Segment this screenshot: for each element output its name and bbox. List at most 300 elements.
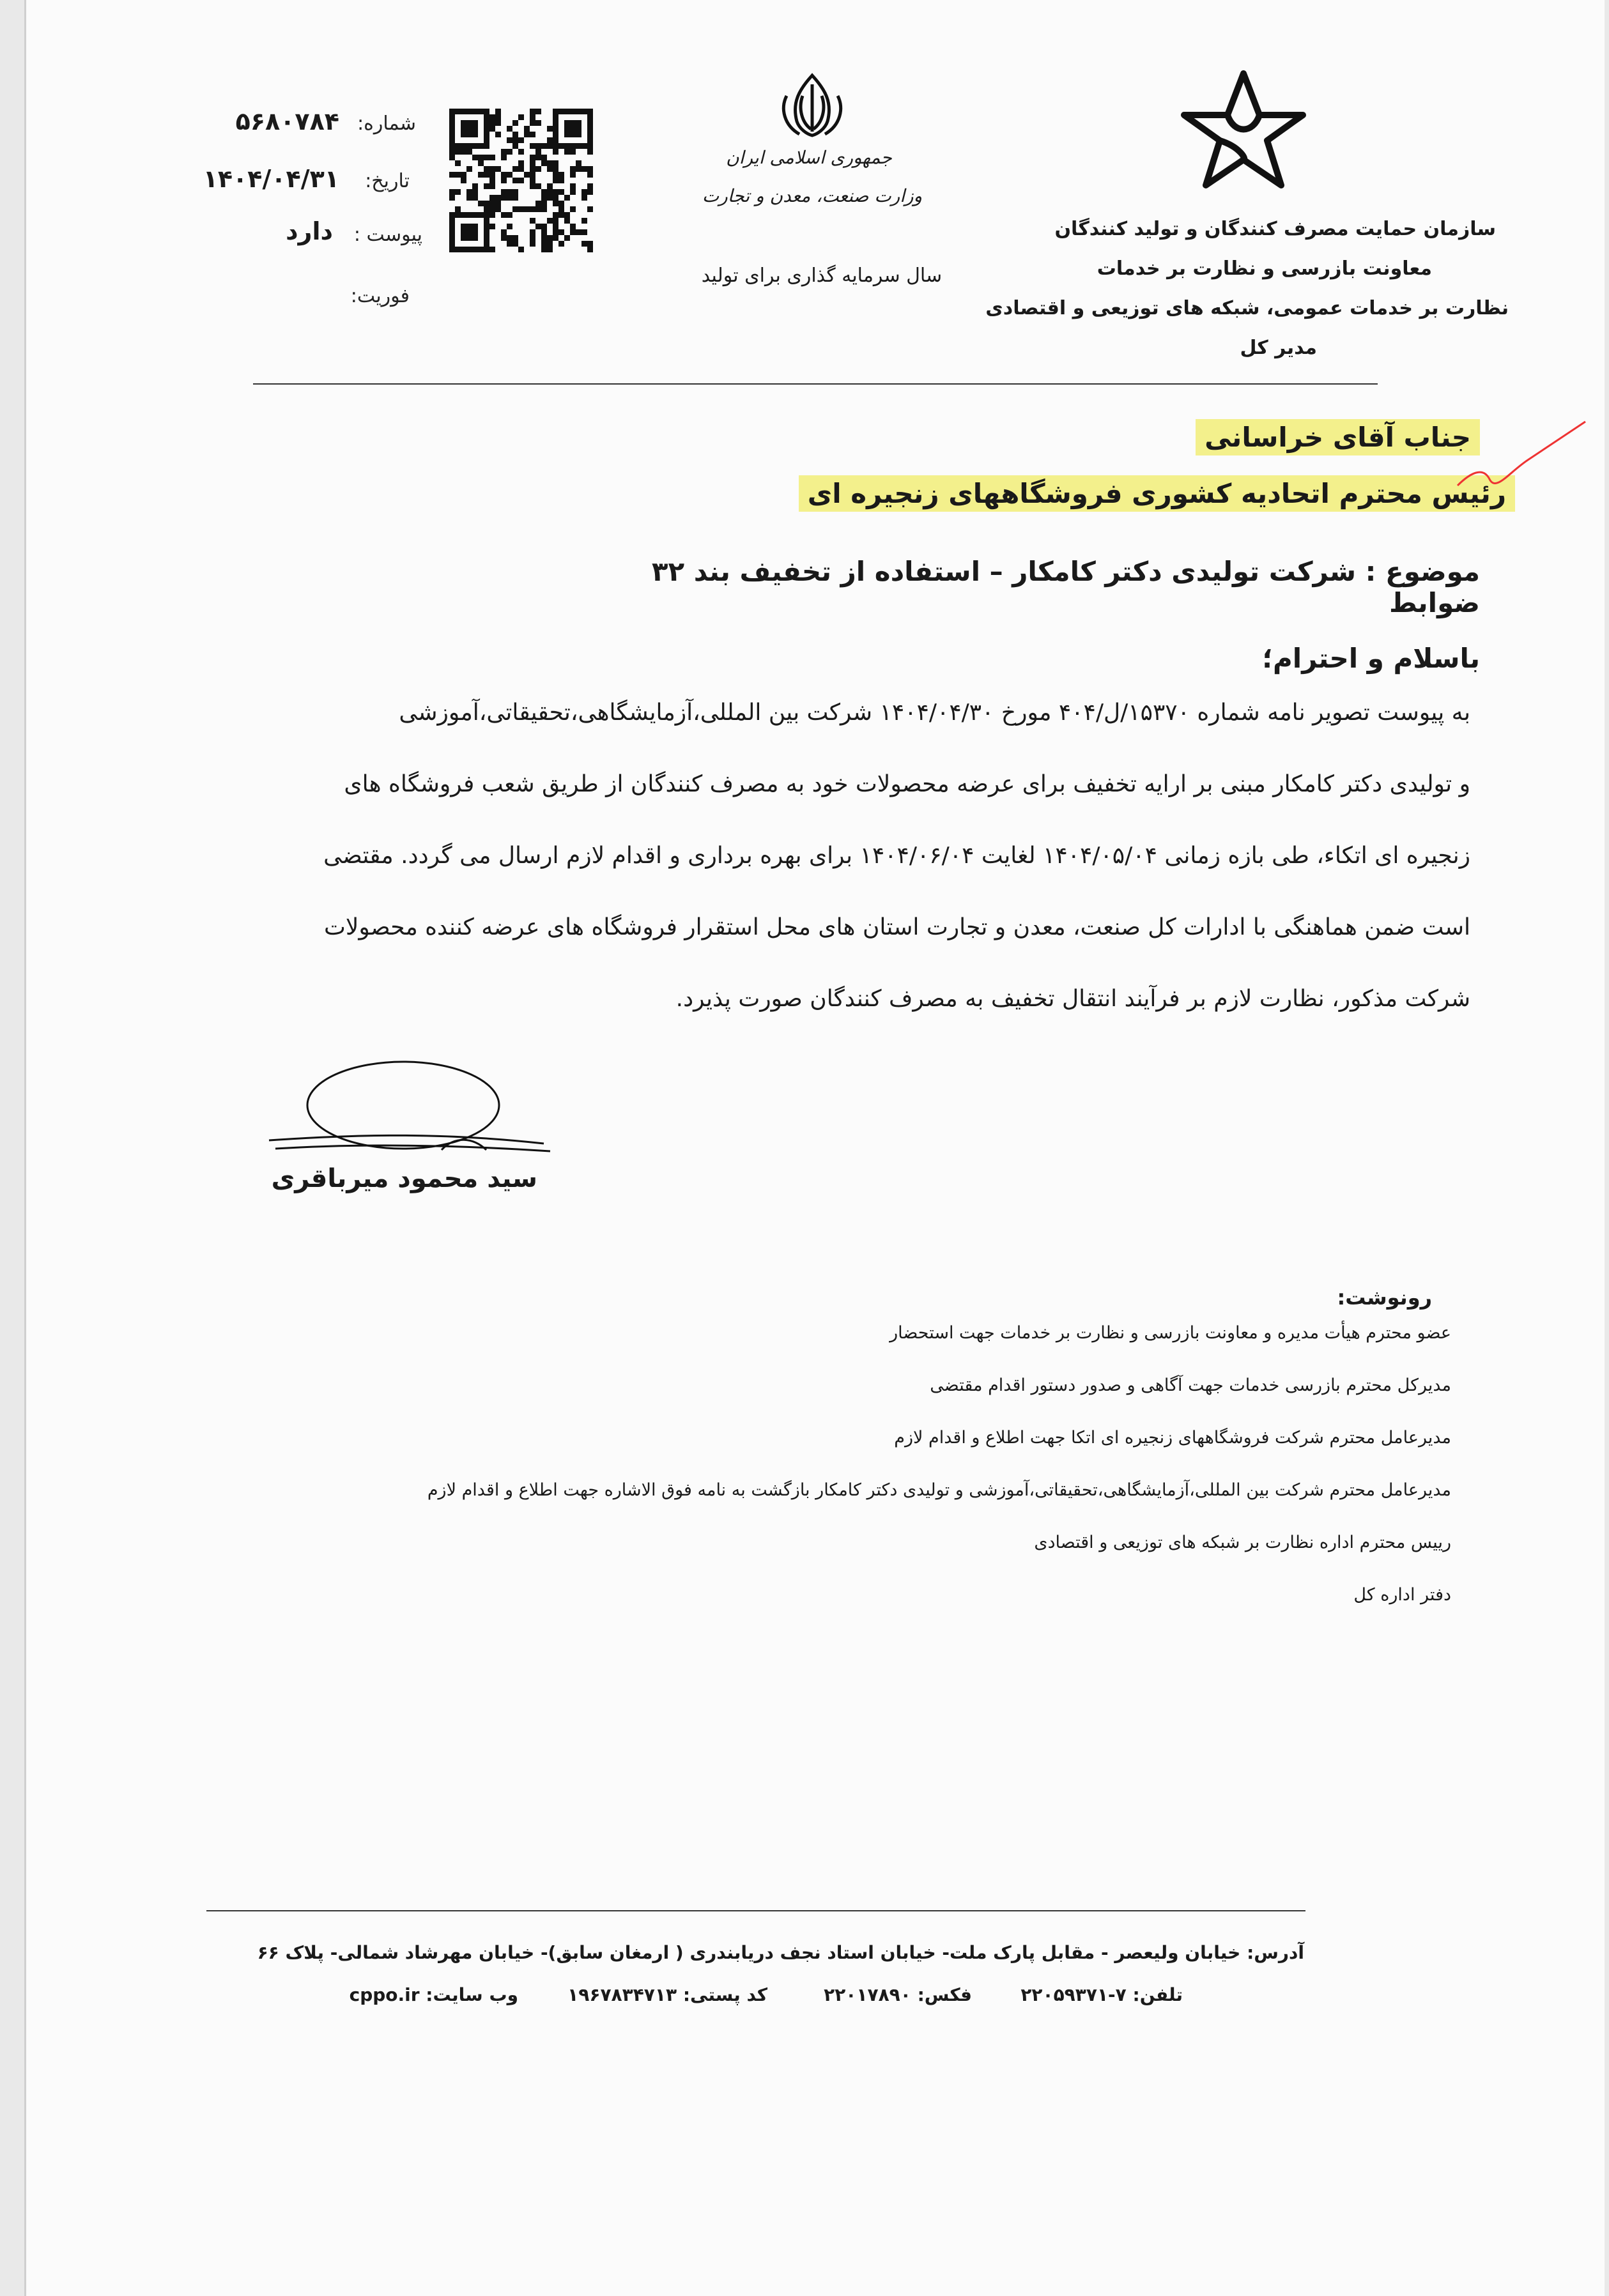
qr-module — [530, 143, 535, 149]
org-deputy: معاونت بازرسی و نظارت بر خدمات — [1097, 257, 1432, 280]
qr-module — [524, 132, 530, 137]
qr-module — [489, 229, 495, 235]
qr-module — [512, 201, 518, 206]
qr-module — [553, 218, 558, 224]
qr-module — [558, 137, 564, 143]
qr-module — [484, 241, 489, 247]
footer-website: وب سایت: cppo.ir — [349, 1984, 518, 2005]
qr-module — [495, 229, 501, 235]
qr-module — [512, 224, 518, 229]
qr-module — [564, 114, 570, 120]
qr-module — [518, 114, 524, 120]
qr-module — [449, 183, 455, 189]
qr-module — [449, 132, 455, 137]
qr-module — [558, 172, 564, 178]
qr-module — [576, 166, 581, 172]
qr-module — [484, 166, 489, 172]
qr-module — [478, 166, 484, 172]
qr-module — [495, 235, 501, 241]
qr-module — [489, 172, 495, 178]
qr-module — [489, 189, 495, 195]
qr-module — [535, 155, 541, 160]
qr-module — [570, 143, 576, 149]
qr-module — [570, 189, 576, 195]
qr-module — [501, 224, 507, 229]
qr-module — [472, 149, 478, 155]
qr-module — [524, 143, 530, 149]
qr-module — [587, 241, 593, 247]
qr-module — [489, 137, 495, 143]
qr-module — [518, 155, 524, 160]
qr-module — [553, 241, 558, 247]
qr-module — [587, 206, 593, 212]
qr-module — [570, 201, 576, 206]
qr-module — [478, 172, 484, 178]
qr-module — [581, 206, 587, 212]
qr-module — [455, 137, 461, 143]
qr-module — [558, 224, 564, 229]
qr-module — [570, 218, 576, 224]
qr-module — [484, 109, 489, 114]
qr-module — [564, 120, 570, 126]
qr-module — [449, 149, 455, 155]
qr-module — [530, 120, 535, 126]
qr-module — [587, 120, 593, 126]
qr-module — [518, 126, 524, 132]
qr-module — [570, 235, 576, 241]
qr-module — [564, 206, 570, 212]
qr-module — [558, 195, 564, 201]
qr-module — [541, 212, 547, 218]
qr-module — [587, 149, 593, 155]
qr-module — [518, 201, 524, 206]
qr-module — [484, 137, 489, 143]
qr-module — [587, 109, 593, 114]
qr-module — [495, 247, 501, 252]
qr-module — [564, 143, 570, 149]
qr-module — [587, 201, 593, 206]
qr-module — [478, 183, 484, 189]
qr-module — [518, 172, 524, 178]
qr-module — [530, 126, 535, 132]
qr-module — [524, 201, 530, 206]
qr-module — [530, 247, 535, 252]
qr-module — [507, 137, 512, 143]
qr-module — [558, 109, 564, 114]
qr-module — [449, 212, 455, 218]
qr-module — [466, 126, 472, 132]
qr-module — [489, 247, 495, 252]
qr-module — [558, 149, 564, 155]
body-line: شرکت مذکور، نظارت لازم بر فرآیند انتقال تخفیف به مصرف کنندگان صورت پذیرد. — [675, 986, 1470, 1012]
qr-module — [524, 241, 530, 247]
qr-module — [530, 224, 535, 229]
qr-module — [484, 229, 489, 235]
qr-module — [547, 172, 553, 178]
qr-module — [518, 132, 524, 137]
qr-module — [489, 166, 495, 172]
qr-module — [512, 178, 518, 183]
qr-module — [541, 160, 547, 166]
qr-module — [524, 126, 530, 132]
qr-module — [530, 149, 535, 155]
qr-module — [581, 201, 587, 206]
qr-module — [570, 166, 576, 172]
qr-module — [553, 109, 558, 114]
qr-module — [541, 114, 547, 120]
qr-module — [512, 206, 518, 212]
qr-module — [558, 218, 564, 224]
qr-module — [535, 178, 541, 183]
letter-number-label: شماره: — [357, 112, 416, 135]
qr-module — [535, 160, 541, 166]
qr-module — [541, 143, 547, 149]
qr-module — [484, 143, 489, 149]
footer-address: آدرس: خیابان ولیعصر - مقابل پارک ملت- خیابان استاد نجف دریابندری ( ارمغان سابق)- خیابان مهرشاد شمالی- پلاک ۶۶ — [257, 1942, 1304, 1963]
qr-module — [581, 212, 587, 218]
qr-module — [564, 172, 570, 178]
qr-module — [512, 114, 518, 120]
qr-module — [449, 247, 455, 252]
qr-module — [581, 132, 587, 137]
qr-module — [495, 137, 501, 143]
qr-module — [484, 195, 489, 201]
qr-module — [501, 166, 507, 172]
qr-module — [553, 195, 558, 201]
qr-module — [535, 189, 541, 195]
qr-module — [553, 155, 558, 160]
signatory-name: سید محمود میرباقری — [271, 1164, 537, 1193]
qr-module — [507, 132, 512, 137]
qr-module — [455, 149, 461, 155]
qr-module — [512, 143, 518, 149]
qr-module — [472, 137, 478, 143]
qr-module — [530, 109, 535, 114]
qr-module — [478, 109, 484, 114]
qr-module — [478, 212, 484, 218]
qr-module — [472, 132, 478, 137]
qr-module — [489, 201, 495, 206]
qr-module — [507, 149, 512, 155]
qr-module — [466, 166, 472, 172]
qr-module — [472, 247, 478, 252]
qr-module — [553, 235, 558, 241]
qr-module — [507, 155, 512, 160]
year-slogan: سال سرمایه گذاری برای تولید — [701, 264, 943, 287]
qr-module — [484, 120, 489, 126]
qr-module — [461, 166, 466, 172]
qr-module — [581, 189, 587, 195]
qr-module — [449, 195, 455, 201]
qr-module — [472, 189, 478, 195]
qr-module — [512, 109, 518, 114]
qr-module — [576, 218, 581, 224]
qr-module — [564, 247, 570, 252]
qr-module — [581, 218, 587, 224]
qr-module — [547, 137, 553, 143]
qr-module — [587, 126, 593, 132]
qr-module — [553, 143, 558, 149]
qr-module — [524, 235, 530, 241]
qr-module — [489, 109, 495, 114]
qr-module — [535, 235, 541, 241]
qr-module — [484, 126, 489, 132]
qr-module — [501, 109, 507, 114]
qr-module — [466, 201, 472, 206]
qr-module — [541, 206, 547, 212]
qr-module — [495, 109, 501, 114]
qr-module — [558, 241, 564, 247]
qr-module — [489, 143, 495, 149]
qr-module — [484, 201, 489, 206]
qr-module — [581, 155, 587, 160]
qr-module — [524, 155, 530, 160]
qr-module — [478, 137, 484, 143]
qr-module — [455, 212, 461, 218]
date-label: تاریخ: — [365, 170, 410, 192]
qr-module — [530, 212, 535, 218]
qr-module — [512, 241, 518, 247]
qr-module — [484, 206, 489, 212]
qr-module — [501, 201, 507, 206]
qr-module — [518, 160, 524, 166]
qr-module — [518, 229, 524, 235]
qr-module — [489, 241, 495, 247]
qr-module — [472, 172, 478, 178]
qr-module — [478, 189, 484, 195]
org-department: نظارت بر خدمات عمومی، شبکه های توزیعی و اقتصادی — [985, 297, 1509, 319]
qr-module — [449, 166, 455, 172]
qr-module — [472, 143, 478, 149]
qr-module — [547, 114, 553, 120]
attachment-label: پیوست : — [353, 224, 422, 246]
qr-module — [518, 166, 524, 172]
qr-module — [570, 183, 576, 189]
qr-module — [564, 149, 570, 155]
qr-module — [518, 189, 524, 195]
qr-module — [553, 137, 558, 143]
qr-module — [553, 114, 558, 120]
qr-module — [581, 224, 587, 229]
qr-module — [484, 160, 489, 166]
qr-module — [530, 178, 535, 183]
qr-module — [564, 160, 570, 166]
qr-module — [541, 183, 547, 189]
qr-module — [581, 178, 587, 183]
emblem-country-text: جمهوری اسلامی ایران — [726, 147, 892, 168]
qr-module — [576, 247, 581, 252]
qr-module — [461, 155, 466, 160]
qr-module — [576, 224, 581, 229]
qr-module — [512, 218, 518, 224]
qr-module — [530, 114, 535, 120]
qr-module — [484, 172, 489, 178]
qr-module — [530, 218, 535, 224]
qr-module — [530, 189, 535, 195]
letter-body — [186, 677, 1470, 1035]
qr-module — [489, 149, 495, 155]
qr-module — [535, 241, 541, 247]
qr-module — [570, 229, 576, 235]
qr-module — [507, 114, 512, 120]
cc-list — [231, 1307, 1451, 1621]
qr-module — [587, 183, 593, 189]
qr-module — [535, 201, 541, 206]
qr-module — [530, 172, 535, 178]
qr-module — [564, 189, 570, 195]
qr-module — [507, 195, 512, 201]
qr-module — [478, 143, 484, 149]
cc-item: رییس محترم اداره نظارت بر شبکه های توزیعی و اقتصادی — [1034, 1533, 1451, 1552]
qr-module — [535, 143, 541, 149]
org-director-title: مدیر کل — [1240, 337, 1317, 359]
qr-module — [461, 235, 466, 241]
attachment-value: دارد — [286, 217, 333, 245]
qr-module — [455, 160, 461, 166]
qr-module — [547, 195, 553, 201]
qr-module — [587, 155, 593, 160]
qr-module — [455, 132, 461, 137]
qr-module — [553, 149, 558, 155]
qr-module — [581, 126, 587, 132]
cc-item: مدیرعامل محترم شرکت فروشگاههای زنجیره ای اتکا جهت اطلاع و اقدام لازم — [894, 1428, 1451, 1448]
qr-module — [449, 224, 455, 229]
qr-module — [489, 235, 495, 241]
qr-module — [507, 166, 512, 172]
qr-module — [547, 235, 553, 241]
qr-module — [472, 241, 478, 247]
qr-module — [541, 224, 547, 229]
qr-module — [455, 155, 461, 160]
qr-module — [535, 229, 541, 235]
qr-module — [489, 155, 495, 160]
qr-module — [512, 160, 518, 166]
qr-module — [553, 189, 558, 195]
qr-module — [570, 195, 576, 201]
qr-module — [541, 126, 547, 132]
qr-module — [495, 241, 501, 247]
qr-module — [524, 189, 530, 195]
qr-module — [570, 149, 576, 155]
qr-module — [507, 229, 512, 235]
qr-module — [576, 241, 581, 247]
qr-module — [558, 212, 564, 218]
qr-module — [478, 160, 484, 166]
qr-module — [535, 166, 541, 172]
qr-module — [512, 155, 518, 160]
qr-module — [541, 109, 547, 114]
qr-module — [581, 229, 587, 235]
qr-module — [558, 206, 564, 212]
qr-module — [524, 247, 530, 252]
qr-module — [478, 218, 484, 224]
qr-module — [524, 137, 530, 143]
footer-fax: فکس: ۲۲۰۱۷۸۹۰ — [824, 1984, 972, 2005]
qr-module — [512, 189, 518, 195]
qr-module — [461, 178, 466, 183]
qr-module — [472, 218, 478, 224]
qr-module — [495, 224, 501, 229]
qr-module — [461, 224, 466, 229]
qr-module — [581, 183, 587, 189]
qr-module — [461, 183, 466, 189]
qr-module — [553, 206, 558, 212]
qr-module — [478, 206, 484, 212]
qr-module — [535, 109, 541, 114]
qr-module — [558, 178, 564, 183]
qr-module — [489, 206, 495, 212]
qr-module — [461, 109, 466, 114]
qr-module — [455, 195, 461, 201]
qr-module — [512, 126, 518, 132]
qr-module — [530, 183, 535, 189]
qr-module — [581, 109, 587, 114]
qr-module — [489, 178, 495, 183]
qr-module — [466, 114, 472, 120]
qr-module — [518, 120, 524, 126]
qr-module — [576, 172, 581, 178]
qr-module — [564, 137, 570, 143]
qr-module — [541, 172, 547, 178]
qr-module — [507, 183, 512, 189]
qr-module — [466, 218, 472, 224]
qr-module — [512, 120, 518, 126]
qr-module — [576, 206, 581, 212]
qr-module — [541, 247, 547, 252]
addressee-title: رئیس محترم اتحادیه کشوری فروشگاههای زنجیره ای — [729, 478, 1515, 509]
letter-page — [24, 0, 1605, 2296]
qr-module — [461, 206, 466, 212]
qr-module — [495, 166, 501, 172]
qr-module — [478, 178, 484, 183]
qr-module — [495, 155, 501, 160]
qr-module — [587, 172, 593, 178]
qr-module — [472, 212, 478, 218]
qr-module — [512, 172, 518, 178]
qr-module — [466, 183, 472, 189]
qr-module — [558, 132, 564, 137]
qr-module — [466, 120, 472, 126]
qr-module — [507, 143, 512, 149]
qr-module — [564, 218, 570, 224]
qr-module — [524, 160, 530, 166]
qr-module — [472, 224, 478, 229]
qr-module — [518, 183, 524, 189]
qr-module — [466, 212, 472, 218]
qr-module — [512, 137, 518, 143]
qr-module — [547, 178, 553, 183]
qr-module — [587, 166, 593, 172]
qr-module — [449, 160, 455, 166]
qr-module — [484, 114, 489, 120]
qr-module — [507, 109, 512, 114]
qr-module — [512, 235, 518, 241]
qr-module — [541, 189, 547, 195]
qr-module — [478, 201, 484, 206]
qr-module — [455, 235, 461, 241]
qr-module — [570, 114, 576, 120]
qr-module — [461, 126, 466, 132]
qr-module — [478, 247, 484, 252]
qr-module — [455, 241, 461, 247]
qr-module — [547, 229, 553, 235]
qr-module — [570, 247, 576, 252]
qr-module — [495, 189, 501, 195]
qr-module — [501, 155, 507, 160]
qr-module — [466, 149, 472, 155]
qr-module — [466, 137, 472, 143]
qr-module — [587, 137, 593, 143]
